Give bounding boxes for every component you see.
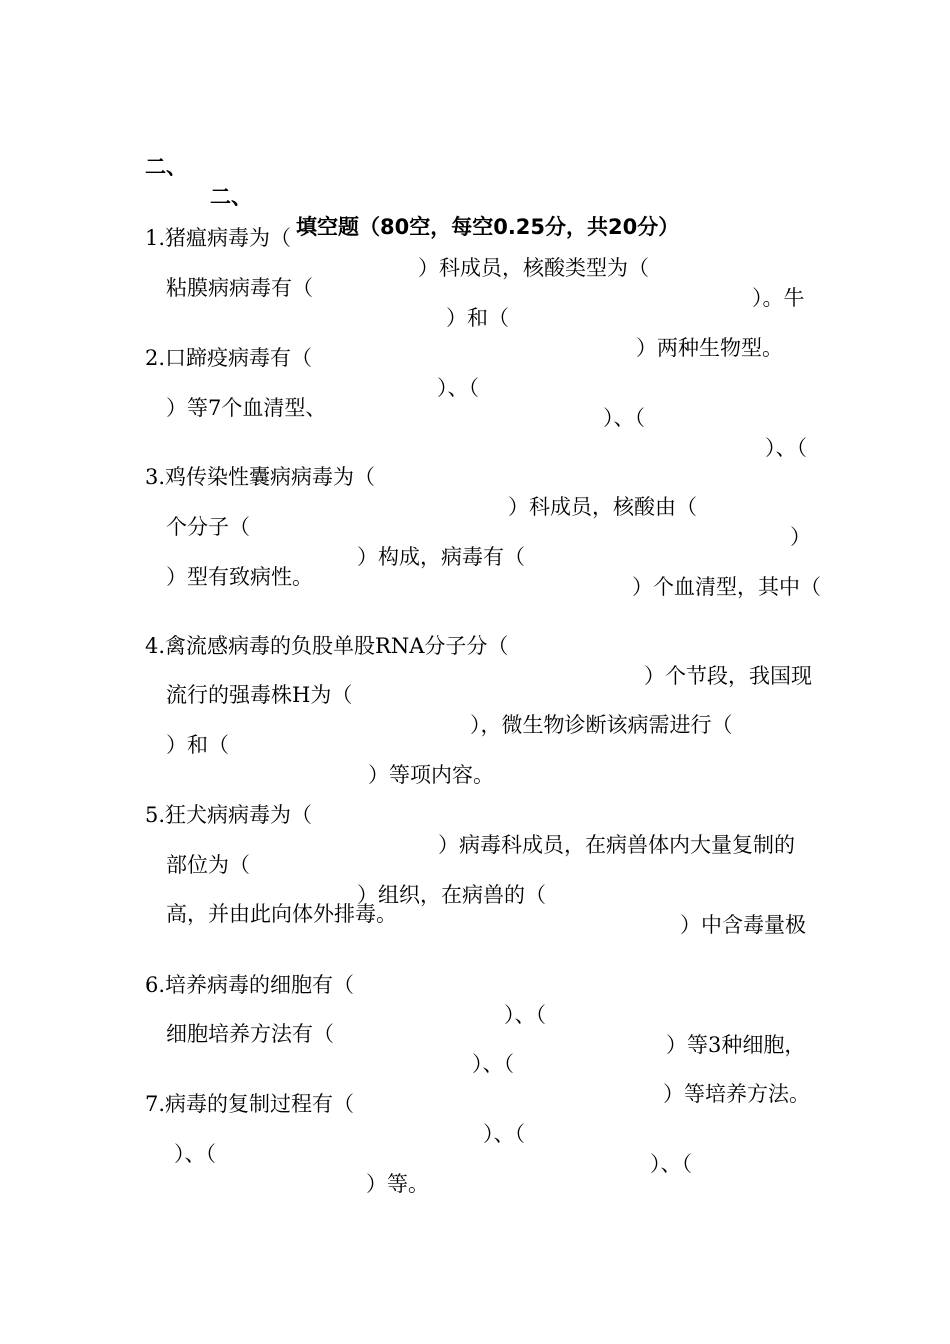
q3-text-a: 3.鸡传染性囊病病毒为（	[145, 465, 376, 489]
q4-text-b: ）个节段，我国现	[644, 664, 812, 688]
q3-text-e: ）构成，病毒有（	[357, 545, 525, 569]
q6-text-d: 细胞培养方法有（	[166, 1022, 334, 1046]
q3-text-b: ）科成员，核酸由（	[508, 495, 697, 519]
q7-text-a: 7.病毒的复制过程有（	[145, 1092, 355, 1116]
q4-text-e: ）和（	[166, 733, 229, 757]
question-2-line-2	[0, 363, 327, 420]
q6-text-c: ）等3种细胞，	[666, 1033, 806, 1057]
q1-text-d: 粘膜病病毒有（	[166, 276, 313, 300]
q2-text-c: ）、（	[603, 406, 645, 430]
q7-text-c: ）、（	[650, 1152, 692, 1176]
q1-text-b: ）科成员，核酸类型为（	[418, 256, 649, 280]
q5-text-d: ）组织，在病兽的（	[357, 883, 546, 907]
q6-text-e: ）、（	[472, 1052, 514, 1076]
q4-text-a: 4.禽流感病毒的负股单股RNA分子分（	[145, 634, 509, 658]
q3-text-f: ）个血清型，其中（	[632, 575, 821, 599]
q5-text-a: 5.狂犬病病毒为（	[145, 803, 313, 827]
q7-text-b: ）、（	[483, 1122, 525, 1146]
q7-text-e: ）等。	[366, 1172, 429, 1196]
question-3-line-3	[0, 532, 313, 589]
question-4-line-1	[0, 601, 812, 688]
q1-text-f: ）两种生物型。	[636, 336, 783, 360]
q6-text-b: ）、（	[504, 1003, 546, 1027]
q7-text-d: ）、（	[174, 1142, 216, 1166]
question-4-line-3	[0, 700, 494, 787]
q4-text-c: 流行的强毒株H为（	[166, 683, 353, 707]
question-7-line-2	[0, 1109, 429, 1196]
q5-text-c: 部位为（	[166, 853, 250, 877]
q2-text-d: ）、（	[765, 436, 807, 460]
q5-text-e: ）中含毒量极	[680, 913, 806, 937]
heading-numeral-2: 二、	[210, 185, 252, 209]
heading-title: 填空题（80空，每空0.25分，共20分）	[296, 215, 680, 239]
q3-text-c: ）	[790, 525, 811, 549]
q2-text-a: 2.口蹄疫病毒有（	[145, 346, 313, 370]
q6-text-f: ）等培养方法。	[663, 1082, 810, 1106]
q6-text-a: 6.培养病毒的细胞有（	[145, 973, 355, 997]
q2-text-b: ）、（	[437, 376, 479, 400]
heading-numeral-1: 二、	[145, 155, 187, 179]
q5-text-b: ）病毒科成员，在病兽体内大量复制的	[438, 833, 795, 857]
question-5-line-3	[0, 869, 397, 926]
q1-text-e: ）和（	[446, 306, 509, 330]
question-7-line-1	[0, 1059, 692, 1176]
q3-text-d: 个分子（	[166, 515, 250, 539]
q3-text-g: ）型有致病性。	[166, 565, 313, 589]
q2-text-e: ）等7个血清型、	[166, 396, 327, 420]
q4-text-d: ），微生物诊断该病需进行（	[470, 713, 733, 737]
q4-text-f: ）等项内容。	[368, 763, 494, 787]
q1-text-a: 1.猪瘟病毒为（	[145, 226, 292, 250]
q5-text-f: 高，并由此向体外排毒。	[166, 902, 397, 926]
q1-text-c: ）。牛	[752, 286, 805, 310]
